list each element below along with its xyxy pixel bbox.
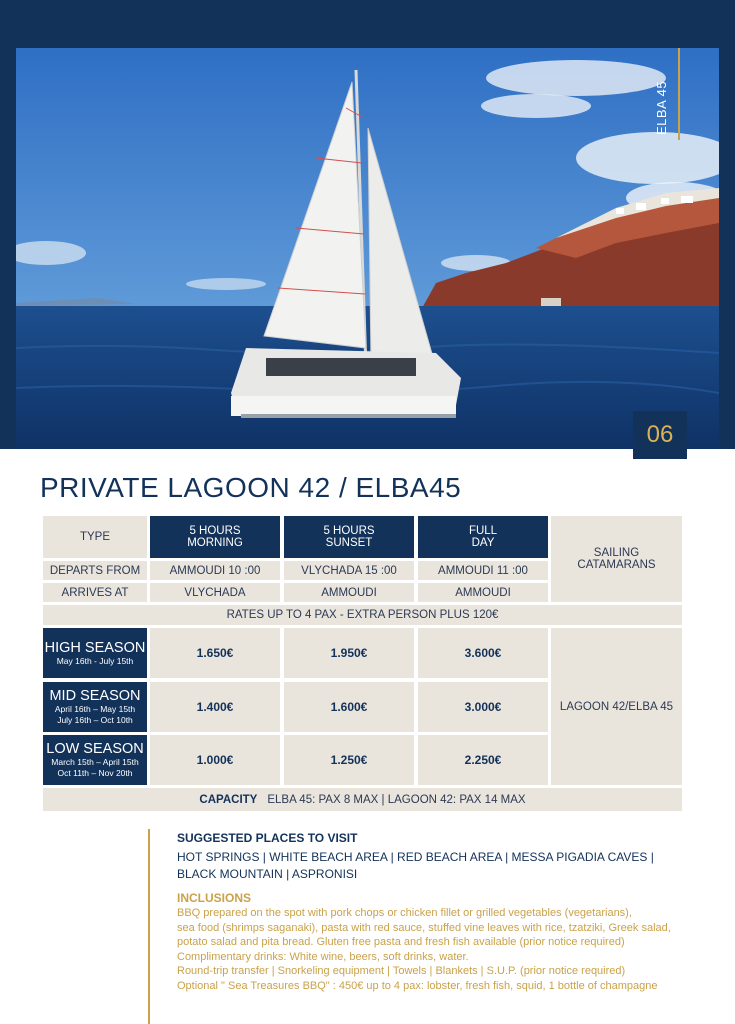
season-dates: April 16th – May 15th [54, 704, 136, 714]
price-value: 1.400€ [196, 700, 234, 714]
cruise-header-line1: 5 HOURS [323, 525, 375, 537]
accent-line [678, 48, 680, 140]
boat-side-label-text: ELBA 45 [654, 80, 669, 135]
season-name: LOW SEASON [46, 741, 144, 757]
type-label: TYPE [79, 531, 111, 543]
inclusion-line: Complimentary drinks: White wine, beers, soft drinks, water. [177, 950, 469, 963]
season-mid [43, 682, 147, 732]
capacity-row [43, 788, 682, 811]
cruise-header-line2: SUNSET [325, 537, 373, 549]
season-dates: Oct 11th – Nov 20th [57, 768, 133, 778]
boats-text: LAGOON 42/ELBA 45 [559, 700, 674, 713]
arrives-cell [150, 583, 280, 602]
departs-cell [284, 561, 414, 580]
inclusion-line: potato salad and pita bread. Gluten free pasta and fresh fish available (prior notice required) [177, 936, 625, 949]
arrives-label-cell [43, 583, 147, 602]
capacity-text: ELBA 45: PAX 8 MAX | LAGOON 42: PAX 14 MAX [267, 793, 526, 806]
season-name: HIGH SEASON [44, 639, 146, 656]
rates-note [43, 605, 682, 625]
price-cell [150, 682, 280, 732]
arrives-cell [284, 583, 414, 602]
catamaran-photo [16, 48, 719, 449]
cruise-header-line2: DAY [471, 537, 495, 549]
price-value: 1.600€ [330, 700, 368, 714]
arrives-label: ARRIVES AT [61, 586, 129, 599]
price-value: 1.000€ [196, 753, 234, 767]
departs-value: VLYCHADA 15 :00 [301, 564, 397, 577]
price-cell [284, 735, 414, 785]
inclusion-line: sea food (shrimps saganaki), pasta with red sauce, stuffed vine leaves with rice, tzatziki, Greek salad, [177, 921, 671, 934]
price-cell [418, 682, 548, 732]
suggest-heading: SUGGESTED PLACES TO VISIT [177, 831, 358, 845]
price-value: 3.600€ [464, 646, 502, 660]
page-title: PRIVATE LAGOON 42 / ELBA45 [40, 472, 462, 503]
boat-side-label [648, 75, 678, 155]
places-line: HOT SPRINGS | WHITE BEACH AREA | RED BEACH AREA | MESSA PIGADIA CAVES | [177, 850, 654, 864]
cruise-header-line2: MORNING [187, 537, 243, 549]
page-number-badge: 06 [633, 411, 687, 459]
season-high [43, 628, 147, 678]
cruise-header-sunset [284, 516, 414, 558]
inclusion-line: Optional " Sea Treasures BBQ" : 450€ up to 4 pax: lobster, fresh fish, squid, 1 bottle of champagne [177, 979, 658, 992]
cruise-header-morning [150, 516, 280, 558]
rates-note-text: RATES UP TO 4 PAX - EXTRA PERSON PLUS 120€ [226, 609, 499, 621]
category-cell [551, 516, 682, 602]
price-value: 1.650€ [196, 646, 234, 660]
arrives-value: AMMOUDI [455, 586, 511, 599]
category-line2: CATAMARANS [577, 559, 656, 571]
departs-value: AMMOUDI 11 :00 [438, 564, 528, 577]
season-dates: May 16th - July 15th [56, 655, 134, 666]
price-value: 1.950€ [330, 646, 368, 660]
season-name: MID SEASON [49, 688, 141, 704]
arrives-cell [418, 583, 548, 602]
season-dates: July 16th – Oct 10th [57, 715, 133, 725]
season-low [43, 735, 147, 785]
cruise-header-line1: 5 HOURS [189, 525, 241, 537]
inclusion-line: BBQ prepared on the spot with pork chops or chicken fillet or grilled vegetables (vegetarians), [177, 907, 632, 919]
price-cell [150, 628, 280, 678]
price-value: 1.250€ [330, 753, 368, 767]
arrives-value: AMMOUDI [321, 586, 377, 599]
inclusions-heading: INCLUSIONS [177, 891, 252, 905]
price-cell [284, 682, 414, 732]
departs-cell [150, 561, 280, 580]
cruise-header-line1: FULL [468, 525, 498, 537]
capacity-label: CAPACITY [199, 793, 258, 806]
category-line1: SAILING [593, 547, 640, 559]
departs-value: AMMOUDI 10 :00 [169, 564, 261, 577]
cruise-header-fullday [418, 516, 548, 558]
departs-label-cell [43, 561, 147, 580]
price-value: 2.250€ [464, 753, 502, 767]
departs-label: DEPARTS FROM [49, 564, 141, 577]
boats-cell [551, 628, 682, 785]
info-section [148, 829, 710, 1024]
price-value: 3.000€ [464, 700, 502, 714]
departs-cell [418, 561, 548, 580]
price-cell [418, 628, 548, 678]
type-label-cell [43, 516, 147, 558]
arrives-value: VLYCHADA [184, 586, 246, 599]
season-dates: March 15th – April 15th [51, 757, 139, 767]
price-cell [418, 735, 548, 785]
price-cell [284, 628, 414, 678]
price-cell [150, 735, 280, 785]
inclusion-line: Round-trip transfer | Snorkeling equipment | Towels | Blankets | S.U.P. (prior notice required) [177, 965, 626, 978]
places-line: BLACK MOUNTAIN | ASPRONISI [177, 867, 358, 881]
